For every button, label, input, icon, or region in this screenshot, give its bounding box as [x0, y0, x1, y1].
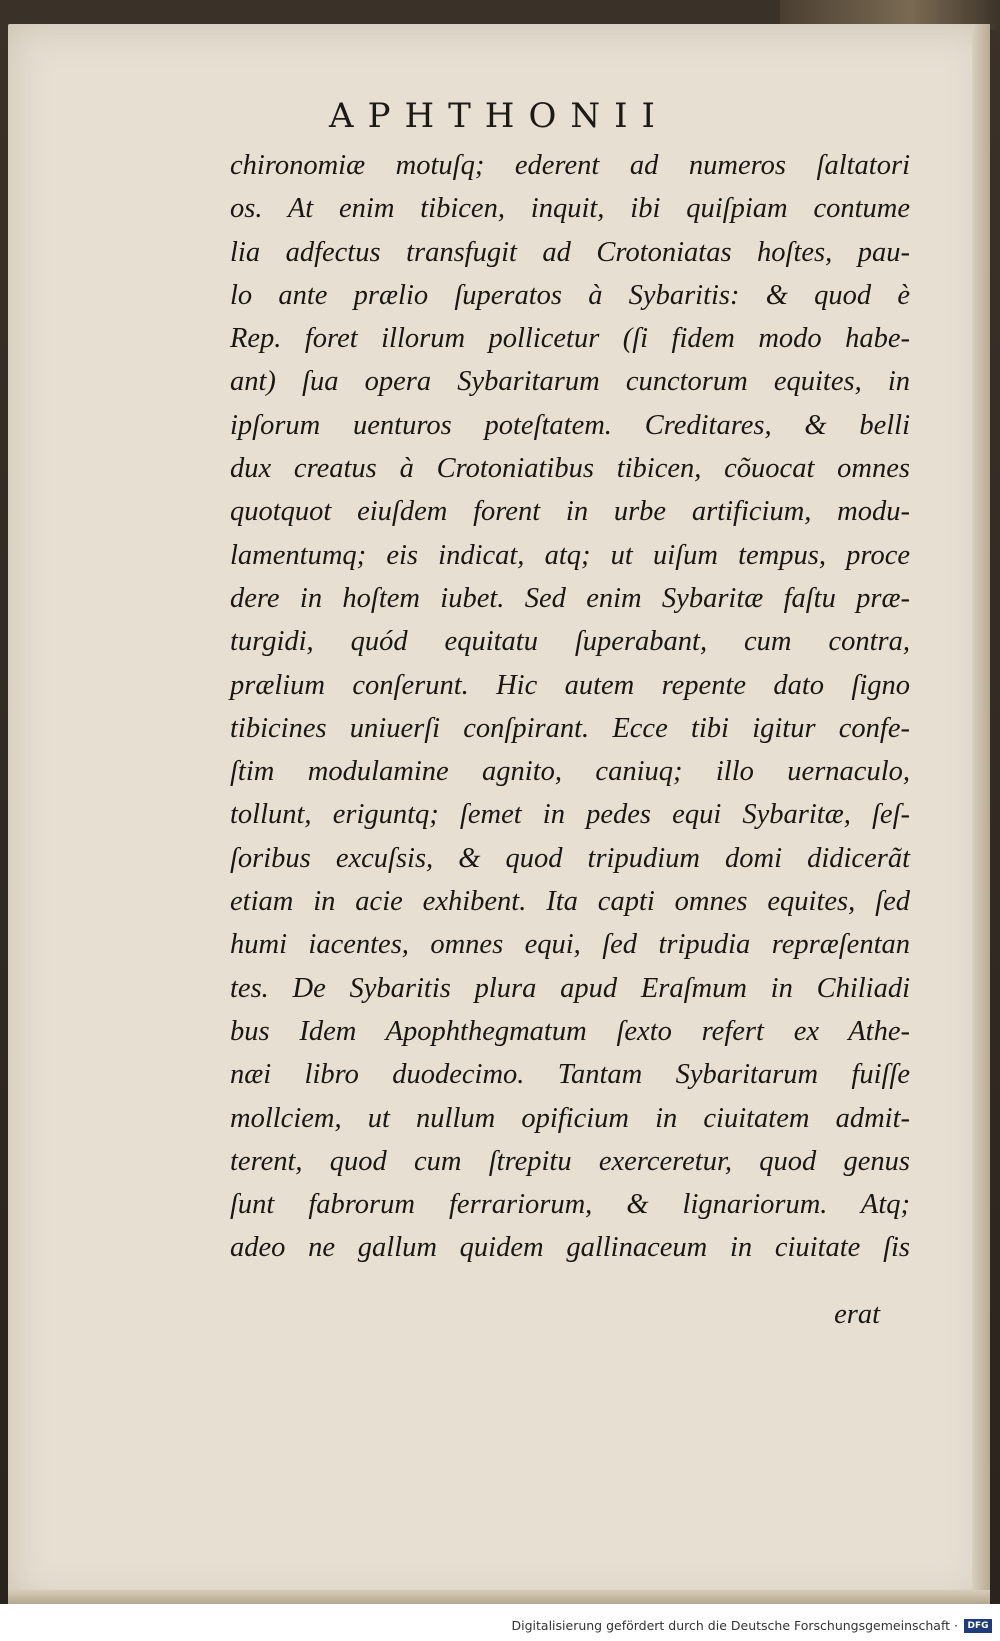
- catchword: erat: [834, 1299, 880, 1330]
- text-line: quotquot eiuſdem forent in urbe artificium, modu-: [230, 496, 910, 528]
- text-line: ipſorum uenturos poteſtatem. Creditares, & belli: [230, 409, 910, 441]
- text-line: prælium conſerunt. Hic autem repente dato ſigno: [230, 669, 910, 701]
- funding-credit: Digitalisierung gefördert durch die Deutsche Forschungsgemeinschaft ·: [511, 1618, 958, 1633]
- text-line: lamentumq; eis indicat, atq; ut uiſum tempus, proce: [230, 539, 910, 571]
- text-line: os. At enim tibicen, inquit, ibi quiſpiam contume: [230, 193, 910, 225]
- digitization-footer: [0, 1604, 1000, 1641]
- page-edge-right: [972, 24, 990, 1604]
- text-line: ant) ſua opera Sybaritarum cunctorum equites, in: [230, 366, 910, 398]
- text-line: humi iacentes, omnes equi, ſed tripudia repræſentan: [230, 929, 910, 961]
- text-line: terent, quod cum ſtrepitu exerceretur, quod genus: [230, 1145, 910, 1177]
- text-line: ſtim modulamine agnito, caniuq; illo uernaculo,: [230, 756, 910, 788]
- text-line: turgidi, quód equitatu ſuperabant, cum contra,: [230, 626, 910, 658]
- text-line: dere in hoſtem iubet. Sed enim Sybaritæ faſtu præ-: [230, 582, 910, 614]
- text-line: lia adfectus transfugit ad Crotoniatas hoſtes, pau-: [230, 236, 910, 268]
- book-page: [8, 24, 990, 1604]
- text-line: tes. De Sybaritis plura apud Eraſmum in Chiliadi: [230, 972, 910, 1004]
- text-line: lo ante prælio ſuperatos à Sybaritis: & quod è: [230, 279, 910, 311]
- text-line: Rep. foret illorum pollicetur (ſi fidem modo habe-: [230, 323, 910, 355]
- text-line: tibicines uniuerſi conſpirant. Ecce tibi igitur confe-: [230, 712, 910, 744]
- text-line: tollunt, eriguntq; ſemet in pedes equi Sybaritæ, ſeſ-: [230, 799, 910, 831]
- text-line: ſoribus excuſsis, & quod tripudium domi didicerãt: [230, 842, 910, 874]
- running-head: APHTHONII: [329, 96, 669, 136]
- text-line: dux creatus à Crotoniatibus tibicen, cõuocat omnes: [230, 453, 910, 485]
- text-line: næi libro duodecimo. Tantam Sybaritarum fuiſſe: [230, 1059, 910, 1091]
- text-line: mollciem, ut nullum opificium in ciuitatem admit-: [230, 1102, 910, 1134]
- body-text: [230, 144, 910, 1270]
- text-line: chironomiæ motuſq; ederent ad numeros ſaltatori: [230, 150, 910, 181]
- dfg-logo-icon: DFG: [964, 1619, 992, 1633]
- text-line: etiam in acie exhibent. Ita capti omnes equites, ſed: [230, 886, 910, 918]
- text-line: bus Idem Apophthegmatum ſexto refert ex Athe-: [230, 1015, 910, 1047]
- page-edge-bottom: [8, 1590, 990, 1604]
- text-line: ſunt fabrorum ferrariorum, & lignariorum. Atq;: [230, 1189, 910, 1221]
- text-line: adeo ne gallum quidem gallinaceum in ciuitate ſis: [230, 1232, 910, 1264]
